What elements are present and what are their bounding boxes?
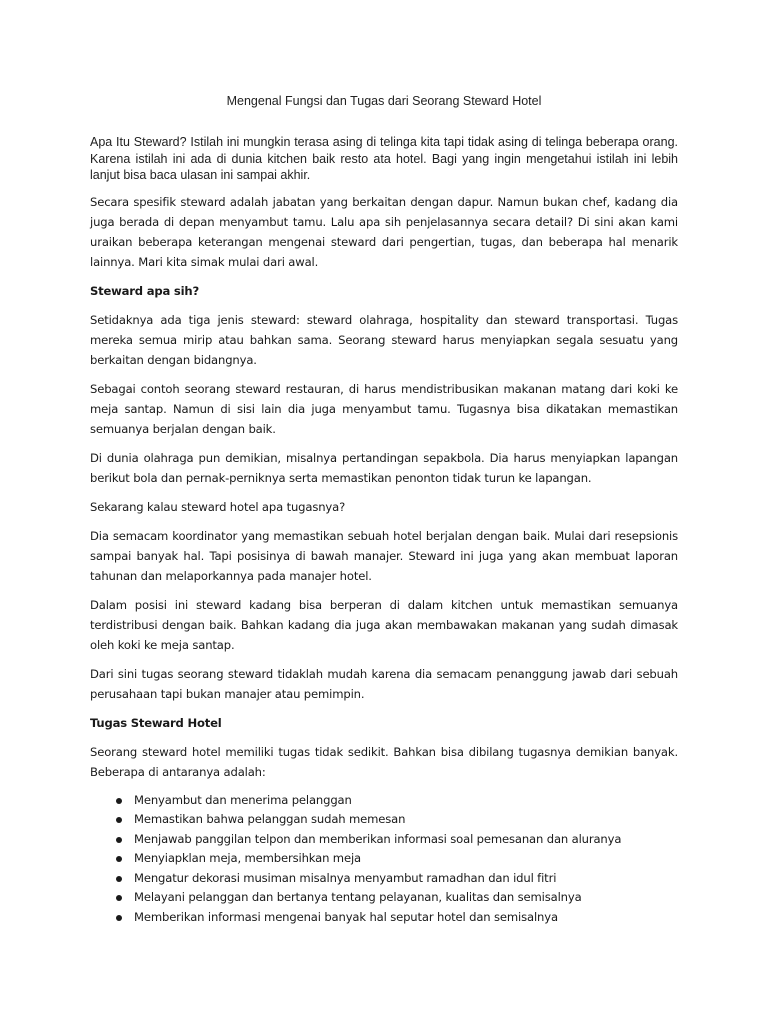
intro-paragraph: Apa Itu Steward? Istilah ini mungkin terasa asing di telinga kita tapi tidak asing di telinga beberapa orang. Karena istilah ini ada di dunia kitchen baik resto ata hotel. Bagi yang ingin mengetahui istilah ini lebih lanjut bisa baca ulasan ini sampai akhir.	[90, 135, 678, 182]
bullet-icon	[116, 856, 122, 862]
list-item-text: Memastikan bahwa pelanggan sudah memesan	[134, 812, 406, 826]
list-item	[90, 830, 678, 850]
list-item	[90, 810, 678, 830]
list-item-text: Mengatur dekorasi musiman misalnya menyambut ramadhan dan idul fitri	[134, 870, 557, 885]
bullet-icon	[116, 876, 122, 882]
list-item-text: Menyiapklan meja, membersihkan meja	[134, 851, 361, 865]
paragraph: Sekarang kalau steward hotel apa tugasnya?	[90, 499, 346, 514]
section-heading: Tugas Steward Hotel	[90, 715, 222, 730]
list-item-text: Melayani pelanggan dan bertanya tentang pelayanan, kualitas dan semisalnya	[134, 890, 582, 904]
list-item	[90, 791, 678, 811]
bullet-icon	[116, 798, 122, 804]
document-page	[90, 92, 678, 927]
list-item-text: Menjawab panggilan telpon dan memberikan informasi soal pemesanan dan aluranya	[134, 831, 622, 846]
list-item	[90, 849, 678, 869]
list-item	[90, 869, 678, 889]
paragraph: Di dunia olahraga pun demikian, misalnya pertandingan sepakbola. Dia harus menyiapkan lapangan berikut bola dan pernak-perniknya serta memastikan penonton tidak turun ke lapangan.	[90, 450, 678, 485]
bullet-icon	[116, 915, 122, 921]
list-item	[90, 908, 678, 928]
paragraph: Dia semacam koordinator yang memastikan sebuah hotel berjalan dengan baik. Mulai dari resepsionis sampai banyak hal. Tapi posisinya di bawah manajer. Steward ini juga yang akan membuat laporan tahunan dan melaporkannya pada manajer hotel.	[90, 528, 678, 583]
paragraph: Sebagai contoh seorang steward restauran, di harus mendistribusikan makanan matang dari koki ke meja santap. Namun di sisi lain dia juga menyambut tamu. Tugasnya bisa dikatakan memastikan semuanya berjalan dengan baik.	[90, 381, 678, 436]
bullet-icon	[116, 837, 122, 843]
paragraph: Seorang steward hotel memiliki tugas tidak sedikit. Bahkan bisa dibilang tugasnya demikian banyak. Beberapa di antaranya adalah:	[90, 744, 678, 779]
task-list	[90, 791, 678, 928]
bullet-icon	[116, 895, 122, 901]
list-item-text: Menyambut dan menerima pelanggan	[134, 792, 352, 807]
bullet-icon	[116, 817, 122, 823]
paragraph: Setidaknya ada tiga jenis steward: steward olahraga, hospitality dan steward transportasi. Tugas mereka semua mirip atau bahkan sama. Seorang steward harus menyiapkan segala sesuatu yang berkaitan dengan bidangnya.	[90, 312, 678, 367]
paragraph: Dalam posisi ini steward kadang bisa berperan di dalam kitchen untuk memastikan semuanya terdistribusi dengan baik. Bahkan kadang dia juga akan membawakan makanan yang sudah dimasak oleh koki ke meja santap.	[90, 597, 678, 652]
paragraph: Secara spesifik steward adalah jabatan yang berkaitan dengan dapur. Namun bukan chef, kadang dia juga berada di depan menyambut tamu. Lalu apa sih penjelasannya secara detail? Di sini akan kami uraikan beberapa keterangan mengenai steward dari pengertian, tugas, dan beberapa hal menarik lainnya. Mari kita simak mulai dari awal.	[90, 194, 678, 269]
list-item-text: Memberikan informasi mengenai banyak hal seputar hotel dan semisalnya	[134, 909, 558, 924]
section-heading: Steward apa sih?	[90, 283, 199, 298]
paragraph: Dari sini tugas seorang steward tidaklah mudah karena dia semacam penanggung jawab dari sebuah perusahaan tapi bukan manajer atau pemimpin.	[90, 666, 678, 701]
list-item	[90, 888, 678, 908]
document-title: Mengenal Fungsi dan Tugas dari Seorang Steward Hotel	[226, 94, 542, 108]
